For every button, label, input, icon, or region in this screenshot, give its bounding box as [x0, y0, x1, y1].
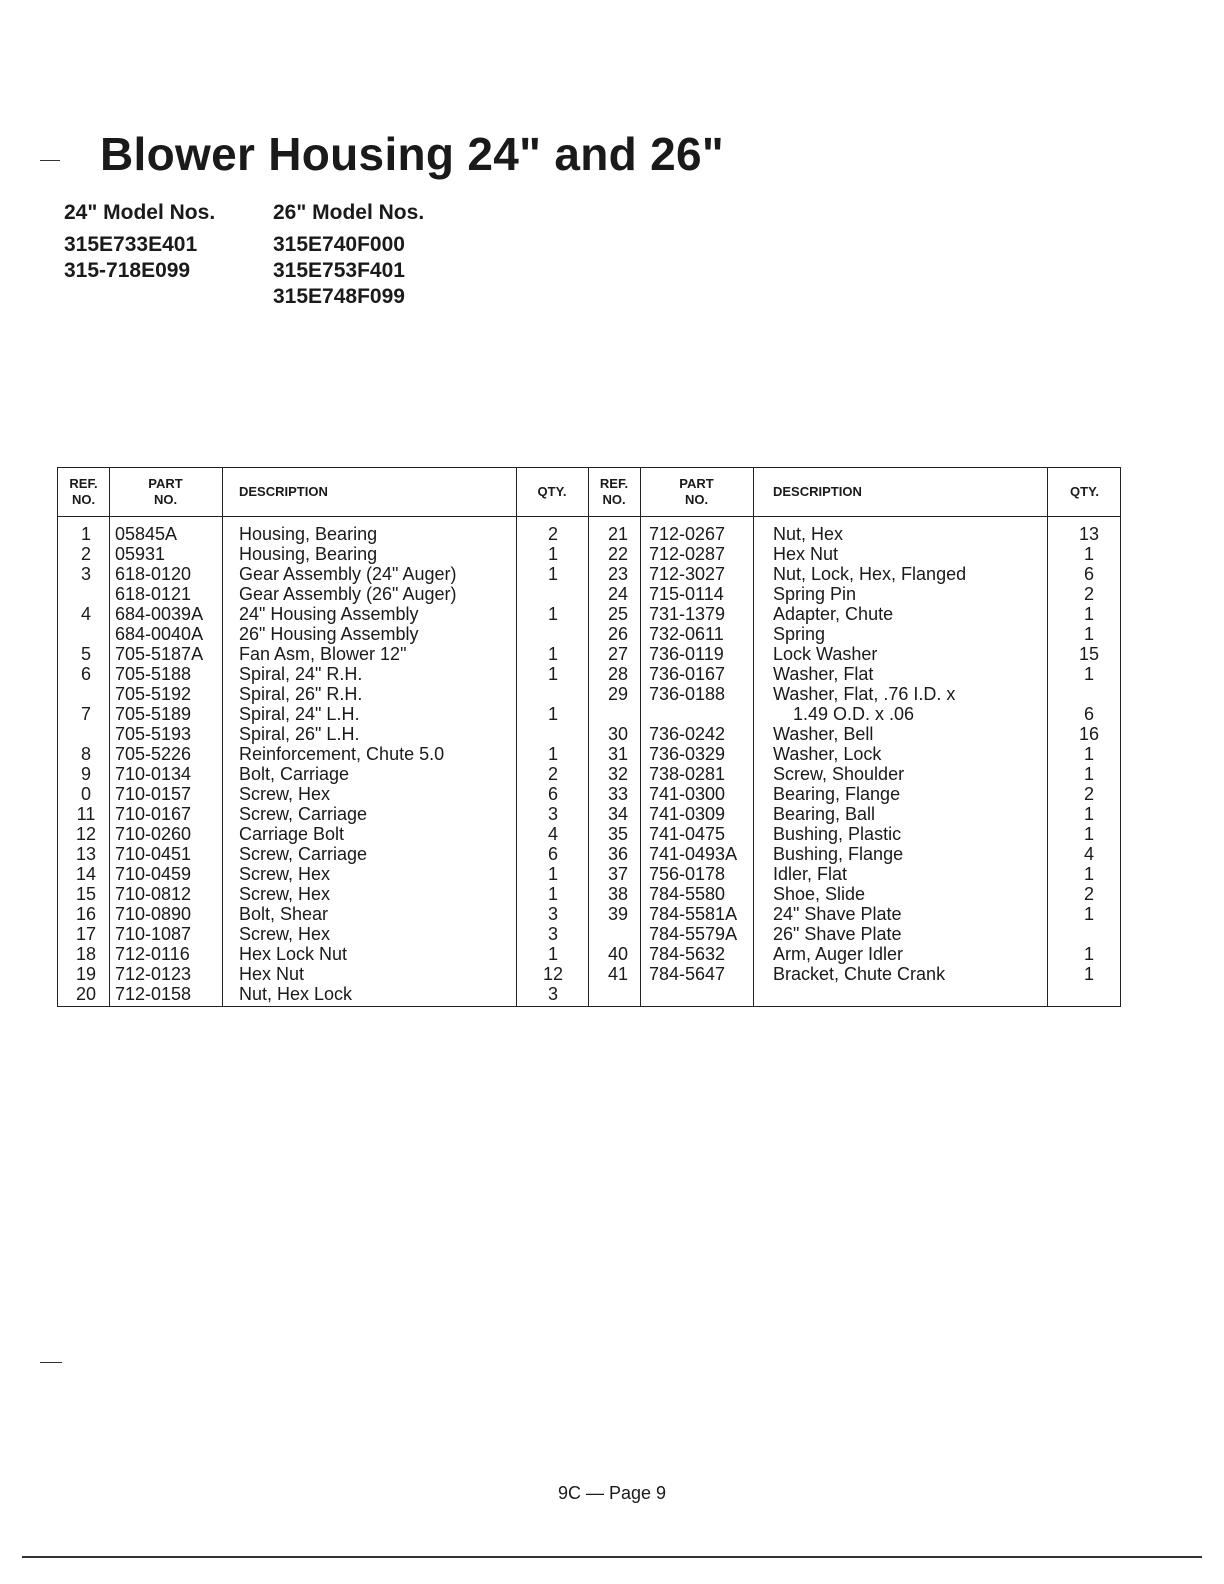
description-cell: Screw, Hex: [239, 864, 331, 884]
qty-cell: 12: [542, 964, 564, 984]
part-cell: 712-0116: [115, 944, 190, 964]
header-text: DESCRIPTION: [239, 484, 328, 499]
part-cell: 705-5189: [115, 704, 192, 724]
qty-cell: 1: [1083, 824, 1094, 844]
description-cell: Bearing, Flange: [773, 784, 901, 804]
part-cell: 736-0188: [649, 684, 726, 704]
page-footer: 9C — Page 9: [557, 1483, 667, 1503]
table-row: [58, 524, 1120, 544]
qty-cell: 1: [547, 544, 558, 564]
description-cell: Screw, Hex: [239, 884, 331, 904]
description-cell: Spiral, 26" L.H.: [239, 724, 360, 744]
ref-cell: 21: [607, 524, 629, 544]
description-cell: Fan Asm, Blower 12": [239, 644, 407, 664]
ref-cell: 2: [80, 544, 91, 564]
description-cell: Spring Pin: [773, 584, 857, 604]
header-text: REF.: [599, 476, 629, 491]
ref-cell: 16: [75, 904, 97, 924]
description-cell: Adapter, Chute: [773, 604, 894, 624]
qty-cell: 2: [1083, 884, 1094, 904]
part-cell: 784-5647: [649, 964, 726, 984]
part-cell: 731-1379: [649, 604, 726, 624]
part-cell: 710-0451: [115, 844, 192, 864]
qty-cell: 16: [1078, 724, 1100, 744]
description-cell: Idler, Flat: [773, 864, 848, 884]
ref-cell: 32: [607, 764, 629, 784]
part-cell: 710-1087: [115, 924, 192, 944]
description-cell: 1.49 O.D. x .06: [773, 704, 915, 724]
part-cell: 736-0119: [649, 644, 724, 664]
qty-cell: 1: [1083, 944, 1094, 964]
description-cell: Housing, Bearing: [239, 544, 378, 564]
qty-cell: 1: [547, 864, 558, 884]
ref-cell: 17: [75, 924, 97, 944]
ref-cell: 27: [607, 644, 629, 664]
description-cell: Bracket, Chute Crank: [773, 964, 946, 984]
header-text: NO.: [153, 492, 178, 507]
qty-cell: 4: [1083, 844, 1094, 864]
table-row: [58, 984, 1120, 1004]
table-row: [58, 724, 1120, 744]
qty-cell: 15: [1078, 644, 1100, 664]
ref-cell: 35: [607, 824, 629, 844]
qty-cell: 1: [547, 564, 558, 584]
description-cell: Spiral, 26" R.H.: [239, 684, 363, 704]
qty-cell: 1: [1083, 544, 1094, 564]
description-cell: Bushing, Plastic: [773, 824, 902, 844]
header-ref: [58, 468, 109, 516]
ref-cell: 30: [607, 724, 629, 744]
header-text: NO.: [71, 492, 96, 507]
description-cell: Nut, Hex: [773, 524, 844, 544]
description-cell: Gear Assembly (24" Auger): [239, 564, 457, 584]
header-description: [773, 468, 862, 516]
part-cell: 618-0120: [115, 564, 192, 584]
part-cell: 736-0329: [649, 744, 726, 764]
part-cell: 741-0309: [649, 804, 726, 824]
rows-right: [58, 524, 1120, 984]
part-cell: 712-0123: [115, 964, 192, 984]
description-cell: Nut, Lock, Hex, Flanged: [773, 564, 967, 584]
ref-cell: 5: [80, 644, 91, 664]
ref-cell: 8: [80, 744, 91, 764]
header-text: PART: [679, 476, 714, 491]
part-cell: 741-0300: [649, 784, 726, 804]
qty-cell: 1: [1083, 604, 1094, 624]
ref-cell: 15: [75, 884, 97, 904]
table-row: [58, 944, 1120, 964]
description-cell: Washer, Bell: [773, 724, 874, 744]
ref-cell: 9: [80, 764, 91, 784]
table-row: [58, 624, 1120, 644]
table-row: [58, 964, 1120, 984]
part-cell: 741-0475: [649, 824, 726, 844]
ref-cell: 39: [607, 904, 629, 924]
description-cell: Spiral, 24" R.H.: [239, 664, 363, 684]
description-cell: 26" Housing Assembly: [239, 624, 419, 644]
table-row: [58, 684, 1120, 704]
margin-mark: [40, 160, 60, 161]
model-header-24: 24" Model Nos.: [64, 201, 216, 224]
description-cell: Screw, Shoulder: [773, 764, 905, 784]
ref-cell: 38: [607, 884, 629, 904]
qty-cell: 2: [547, 524, 558, 544]
model-number: 315E748F099: [273, 285, 405, 308]
margin-mark: [40, 1362, 62, 1363]
ref-cell: 26: [607, 624, 629, 644]
description-cell: Hex Lock Nut: [239, 944, 348, 964]
description-cell: 26" Shave Plate: [773, 924, 902, 944]
ref-cell: 31: [607, 744, 629, 764]
description-cell: Hex Nut: [773, 544, 839, 564]
ref-cell: 24: [607, 584, 629, 604]
part-cell: 710-0167: [115, 804, 192, 824]
part-cell: 736-0167: [649, 664, 726, 684]
part-cell: 736-0242: [649, 724, 726, 744]
ref-cell: 6: [80, 664, 91, 684]
qty-cell: 4: [547, 824, 558, 844]
description-cell: Spring: [773, 624, 826, 644]
table-row: [58, 544, 1120, 564]
model-header-26: 26" Model Nos.: [273, 201, 425, 224]
part-cell: 705-5192: [115, 684, 192, 704]
qty-cell: 1: [547, 664, 558, 684]
description-cell: Carriage Bolt: [239, 824, 345, 844]
header-text: PART: [148, 476, 183, 491]
qty-cell: 1: [547, 644, 558, 664]
part-cell: 738-0281: [649, 764, 726, 784]
qty-cell: 13: [1078, 524, 1100, 544]
qty-cell: 1: [547, 604, 558, 624]
part-cell: 705-5226: [115, 744, 192, 764]
part-cell: 715-0114: [649, 584, 724, 604]
description-cell: Bolt, Shear: [239, 904, 329, 924]
ref-cell: 1: [80, 524, 91, 544]
header-text: NO.: [602, 492, 626, 507]
ref-cell: 14: [75, 864, 97, 884]
header-rule: [58, 516, 1120, 517]
description-cell: 24" Housing Assembly: [239, 604, 419, 624]
ref-cell: 0: [80, 784, 91, 804]
part-cell: 710-0459: [115, 864, 192, 884]
ref-cell: 36: [607, 844, 629, 864]
qty-cell: 1: [1083, 624, 1094, 644]
qty-cell: 2: [547, 764, 558, 784]
ref-cell: 25: [607, 604, 629, 624]
part-cell: 741-0493A: [649, 844, 738, 864]
description-cell: Nut, Hex Lock: [239, 984, 353, 1004]
ref-cell: 18: [75, 944, 97, 964]
description-cell: Gear Assembly (26" Auger): [239, 584, 457, 604]
model-list-26: [273, 200, 424, 310]
table-row: [58, 704, 1120, 724]
table-row: [58, 824, 1120, 844]
ref-cell: 23: [607, 564, 629, 584]
header-part: [109, 468, 222, 516]
qty-cell: 6: [547, 844, 558, 864]
qty-cell: 1: [1083, 804, 1094, 824]
description-cell: Spiral, 24" L.H.: [239, 704, 360, 724]
table-row: [58, 804, 1120, 824]
model-number: 315-718E099: [64, 259, 191, 282]
table-row: [58, 644, 1120, 664]
model-number: 315E733E401: [64, 233, 198, 256]
ref-cell: 28: [607, 664, 629, 684]
ref-cell: 29: [607, 684, 629, 704]
header-part: [640, 468, 753, 516]
description-cell: Washer, Lock: [773, 744, 882, 764]
ref-cell: 33: [607, 784, 629, 804]
qty-cell: 3: [547, 804, 558, 824]
part-cell: 784-5581A: [649, 904, 738, 924]
table-row: [58, 924, 1120, 944]
table-row: [58, 604, 1120, 624]
qty-cell: 6: [547, 784, 558, 804]
ref-cell: 22: [607, 544, 629, 564]
header-text: NO.: [684, 492, 709, 507]
ref-cell: 34: [607, 804, 629, 824]
part-cell: 710-0812: [115, 884, 192, 904]
header-text: REF.: [69, 476, 98, 491]
qty-cell: 6: [1083, 564, 1094, 584]
header-ref: [588, 468, 640, 516]
part-cell: 684-0040A: [115, 624, 204, 644]
part-cell: 756-0178: [649, 864, 726, 884]
part-cell: 05845A: [115, 524, 178, 544]
qty-cell: 3: [547, 924, 558, 944]
ref-cell: 12: [75, 824, 97, 844]
table-row: [58, 564, 1120, 584]
qty-cell: 6: [1083, 704, 1094, 724]
description-cell: Housing, Bearing: [239, 524, 378, 544]
qty-cell: 1: [1083, 904, 1094, 924]
parts-table: [57, 467, 1121, 1007]
description-cell: Reinforcement, Chute 5.0: [239, 744, 445, 764]
ref-cell: 37: [607, 864, 629, 884]
header-qty: [516, 468, 588, 516]
qty-cell: 2: [1083, 584, 1094, 604]
table-row: [58, 584, 1120, 604]
ref-cell: 19: [75, 964, 97, 984]
header-text: QTY.: [1070, 484, 1099, 499]
ref-cell: 7: [80, 704, 91, 724]
part-cell: 712-0267: [649, 524, 726, 544]
description-cell: Lock Washer: [773, 644, 878, 664]
qty-cell: 1: [1083, 744, 1094, 764]
table-row: [58, 764, 1120, 784]
description-cell: Bushing, Flange: [773, 844, 904, 864]
qty-cell: 1: [1083, 664, 1094, 684]
description-cell: Washer, Flat, .76 I.D. x: [773, 684, 956, 704]
part-cell: 705-5193: [115, 724, 192, 744]
table-row: [58, 884, 1120, 904]
description-cell: Screw, Carriage: [239, 804, 368, 824]
description-cell: Shoe, Slide: [773, 884, 866, 904]
table-row: [58, 904, 1120, 924]
table-row: [58, 864, 1120, 884]
description-cell: Screw, Carriage: [239, 844, 368, 864]
part-cell: 710-0134: [115, 764, 192, 784]
description-cell: Screw, Hex: [239, 784, 331, 804]
qty-cell: 1: [1083, 964, 1094, 984]
ref-cell: 4: [80, 604, 91, 624]
part-cell: 705-5188: [115, 664, 192, 684]
ref-cell: 20: [75, 984, 97, 1004]
header-qty: [1047, 468, 1122, 516]
table-row: [58, 744, 1120, 764]
table-row: [58, 784, 1120, 804]
ref-cell: 11: [76, 804, 96, 824]
description-cell: Bearing, Ball: [773, 804, 876, 824]
qty-cell: 1: [1083, 764, 1094, 784]
qty-cell: 3: [547, 984, 558, 1004]
part-cell: 618-0121: [115, 584, 192, 604]
description-cell: Arm, Auger Idler: [773, 944, 904, 964]
header-text: DESCRIPTION: [773, 484, 862, 499]
part-cell: 710-0260: [115, 824, 192, 844]
model-number: 315E753F401: [273, 259, 405, 282]
description-cell: 24" Shave Plate: [773, 904, 902, 924]
part-cell: 684-0039A: [115, 604, 204, 624]
part-cell: 705-5187A: [115, 644, 204, 664]
part-cell: 784-5580: [649, 884, 726, 904]
page-title: Blower Housing 24" and 26": [100, 128, 724, 180]
ref-cell: 3: [80, 564, 91, 584]
part-cell: 05931: [115, 544, 166, 564]
description-cell: Hex Nut: [239, 964, 305, 984]
description-cell: Screw, Hex: [239, 924, 331, 944]
qty-cell: 3: [547, 904, 558, 924]
ref-cell: 13: [75, 844, 97, 864]
part-cell: 784-5579A: [649, 924, 738, 944]
part-cell: 712-0158: [115, 984, 192, 1004]
part-cell: 712-3027: [649, 564, 726, 584]
ref-cell: 41: [607, 964, 629, 984]
part-cell: 710-0890: [115, 904, 192, 924]
header-text: QTY.: [537, 484, 567, 499]
qty-cell: 1: [547, 944, 558, 964]
table-row: [58, 664, 1120, 684]
qty-cell: 1: [547, 744, 558, 764]
qty-cell: 1: [1083, 864, 1094, 884]
qty-cell: 1: [547, 884, 558, 904]
header-description: [239, 468, 328, 516]
part-cell: 710-0157: [115, 784, 192, 804]
ref-cell: 40: [607, 944, 629, 964]
table-row: [58, 844, 1120, 864]
description-cell: Bolt, Carriage: [239, 764, 350, 784]
qty-cell: 2: [1083, 784, 1094, 804]
part-cell: 732-0611: [649, 624, 724, 644]
description-cell: Washer, Flat: [773, 664, 874, 684]
model-number: 315E740F000: [273, 233, 405, 256]
part-cell: 784-5632: [649, 944, 726, 964]
model-list-24: [64, 200, 215, 284]
qty-cell: 1: [547, 704, 558, 724]
bottom-rule: [22, 1556, 1202, 1558]
part-cell: 712-0287: [649, 544, 726, 564]
